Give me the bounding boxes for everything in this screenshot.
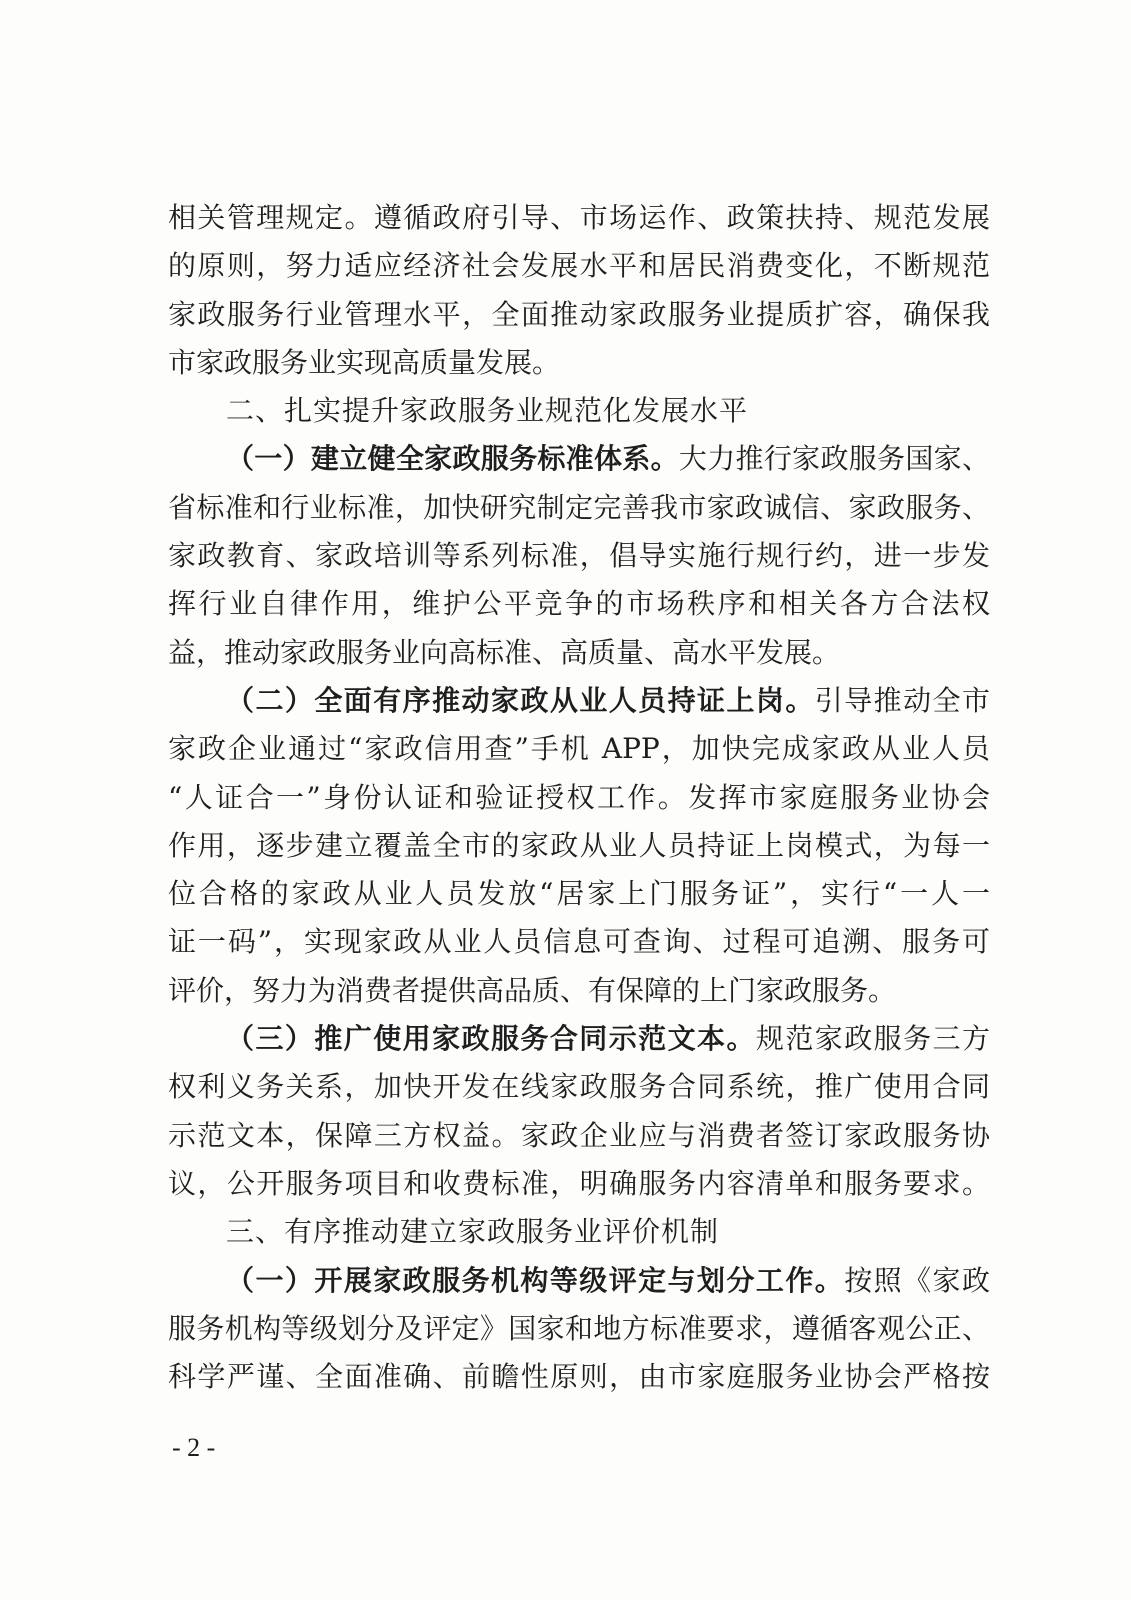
- body-line: 的原则，努力适应经济社会发展水平和居民消费变化，不断规范: [168, 249, 990, 283]
- body-line: [168, 1257, 990, 1305]
- body-line: 益，推动家政服务业向高标准、高质量、高水平发展。: [168, 635, 841, 669]
- body-line: 服务机构等级划分及评定》国家和地方标准要求，遵循客观公正、: [168, 1311, 990, 1345]
- body-line: “人证合一”身份认证和验证授权工作。发挥市家庭服务业协会: [168, 780, 990, 814]
- paragraph-lead: （一）建立健全家政服务标准体系。: [226, 442, 679, 476]
- paragraph-lead: （二）全面有序推动家政从业人员持证上岗。: [226, 683, 815, 717]
- section-heading: 二、扎实提升家政服务业规范化发展水平: [226, 394, 749, 428]
- body-line: 示范文本，保障三方权益。家政企业应与消费者签订家政服务协: [168, 1118, 990, 1152]
- paragraph: [168, 1015, 990, 1208]
- body-line: 位合格的家政从业人员发放“居家上门服务证”，实行“一人一: [168, 877, 990, 911]
- line-text: 规范家政服务三方: [755, 1022, 990, 1056]
- body-line: 评价，努力为消费者提供高品质、有保障的上门家政服务。: [168, 973, 897, 1007]
- body-line: [168, 1015, 990, 1063]
- paragraph-lead: （一）开展家政服务机构等级评定与划分工作。: [226, 1263, 845, 1297]
- body-line: [168, 435, 990, 483]
- body-line: 家政教育、家政培训等系列标准，倡导实施行规行约，进一步发: [168, 539, 990, 573]
- paragraph-lead: （三）推广使用家政服务合同示范文本。: [226, 1022, 756, 1056]
- body-line: 市家政服务业实现高质量发展。: [168, 345, 561, 379]
- paragraph: [168, 435, 990, 676]
- page-number: - 2 -: [172, 1433, 216, 1462]
- line-text: 按照《家政: [844, 1263, 990, 1297]
- paragraph: [168, 1257, 990, 1402]
- body-line: 家政服务行业管理水平，全面推动家政服务业提质扩容，确保我: [168, 297, 990, 331]
- body-line: 相关管理规定。遵循政府引导、市场运作、政策扶持、规范发展: [168, 201, 990, 234]
- paragraph: [168, 677, 990, 1015]
- body-line: 作用，逐步建立覆盖全市的家政从业人员持证上岗模式，为每一: [168, 828, 990, 862]
- body-line: 议，公开服务项目和收费标准，明确服务内容清单和服务要求。: [168, 1166, 990, 1200]
- line-text: 引导推动全市: [814, 683, 990, 717]
- body-line: 权利义务关系，加快开发在线家政服务合同系统，推广使用合同: [168, 1070, 990, 1104]
- line-text: 大力推行家政服务国家、: [678, 442, 990, 476]
- body-line: 省标准和行业标准，加快研究制定完善我市家政诚信、家政服务、: [168, 490, 990, 524]
- body-line: [168, 677, 990, 725]
- section-heading: 三、有序推动建立家政服务业评价机制: [226, 1215, 720, 1249]
- body-line: 挥行业自律作用，维护公平竞争的市场秩序和相关各方合法权: [168, 587, 990, 621]
- body-line: 证一码”，实现家政从业人员信息可查询、过程可追溯、服务可: [168, 925, 990, 959]
- paragraph: [168, 194, 990, 387]
- body-line: 科学严谨、全面准确、前瞻性原则，由市家庭服务业协会严格按: [168, 1360, 990, 1394]
- document-body: [168, 194, 990, 1401]
- body-line: 家政企业通过“家政信用查”手机 APP，加快完成家政从业人员: [168, 732, 990, 766]
